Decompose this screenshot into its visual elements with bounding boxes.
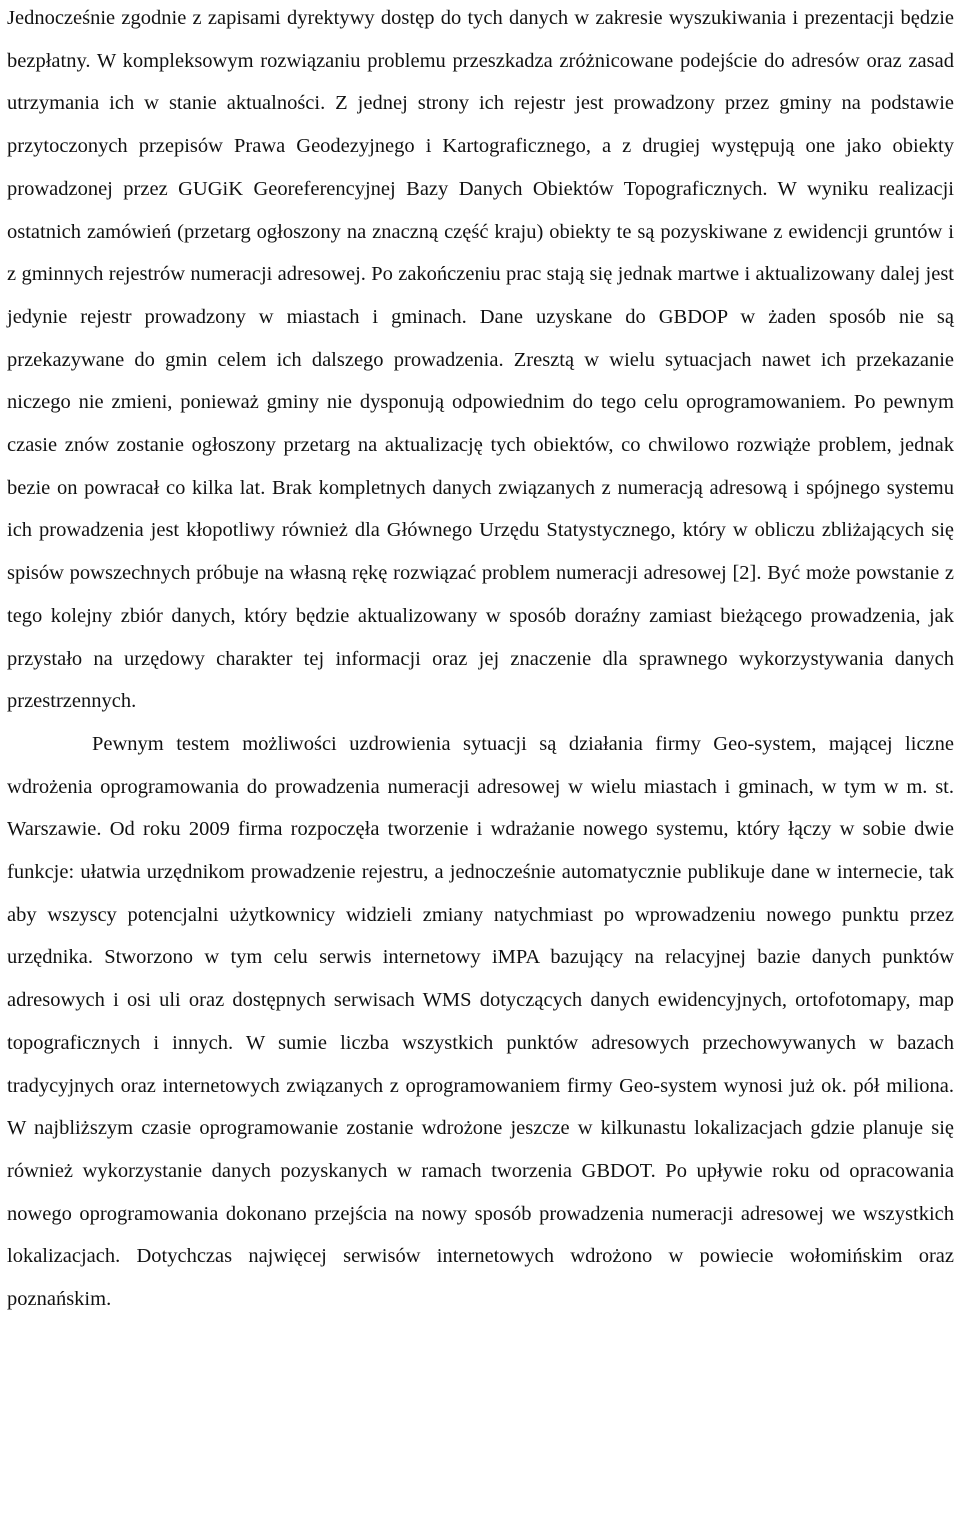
body-paragraph: Jednocześnie zgodnie z zapisami dyrektywy dostęp do tych danych w zakresie wyszukiwania i prezentacji będzie bezpłatny. W kompleksowym rozwiązaniu problemu przeszkadza zróżnicowane podejście do adresów oraz zasad utrzymania ich w stanie aktualności. Z jednej strony ich rejestr jest prowadzony przez gminy na podstawie przytoczonych przepisów Prawa Geodezyjnego i Kartograficznego, a z drugiej występują one jako obiekty prowadzonej przez GUGiK Georeferencyjnej Bazy Danych Obiektów Topograficznych. W wyniku realizacji ostatnich zamówień (przetarg ogłoszony na znaczną część kraju) obiekty te są pozyskiwane z ewidencji gruntów i z gminnych rejestrów numeracji adresowej. Po zakończeniu prac stają się jednak martwe i aktualizowany dalej jest jedynie rejestr prowadzony w miastach i gminach. Dane uzyskane do GBDOP w żaden sposób nie są przekazywane do gmin celem ich dalszego prowadzenia. Zresztą w wielu sytuacjach nawet ich przekazanie niczego nie zmieni, ponieważ gminy nie dysponują odpowiednim do tego celu oprogramowaniem. Po pewnym czasie znów zostanie ogłoszony przetarg na aktualizację tych obiektów, co chwilowo rozwiąże problem, jednak bezie on powracał co kilka lat. Brak kompletnych danych związanych z numeracją adresową i spójnego systemu ich prowadzenia jest kłopotliwy również dla Głównego Urzędu Statystycznego, który w obliczu zbliżających się spisów powszechnych próbuje na własną rękę rozwiązać problem numeracji adresowej [2]. Być może powstanie z tego kolejny zbiór danych, który będzie aktualizowany w sposób doraźny zamiast bieżącego prowadzenia, jak przystało na urzędowy charakter tej informacji oraz jej znaczenie dla sprawnego wykorzystywania danych przestrzennych. [7,7,954,713]
document-page [7,0,954,1321]
body-paragraph: Pewnym testem możliwości uzdrowienia sytuacji są działania firmy Geo-system, mającej liczne wdrożenia oprogramowania do prowadzenia numeracji adresowej w wielu miastach i gminach, w tym w m. st. Warszawie. Od roku 2009 firma rozpoczęła tworzenie i wdrażanie nowego systemu, który łączy w sobie dwie funkcje: ułatwia urzędnikom prowadzenie rejestru, a jednocześnie automatycznie publikuje dane w internecie, tak aby wszyscy potencjalni użytkownicy widzieli zmiany natychmiast po wprowadzeniu nowego punktu przez urzędnika. Stworzono w tym celu serwis internetowy iMPA bazujący na relacyjnej bazie danych punktów adresowych i osi uli oraz dostępnych serwisach WMS dotyczących danych ewidencyjnych, ortofotomapy, map topograficznych i innych. W sumie liczba wszystkich punktów adresowych przechowywanych w bazach tradycyjnych oraz internetowych związanych z oprogramowaniem firmy Geo-system wynosi już ok. pół miliona. W najbliższym czasie oprogramowanie zostanie wdrożone jeszcze w kilkunastu lokalizacjach gdzie planuje się również wykorzystanie danych pozyskanych w ramach tworzenia GBDOT. Po upływie roku od opracowania nowego oprogramowania dokonano przejścia na nowy sposób prowadzenia numeracji adresowej we wszystkich lokalizacjach. Dotychczas najwięcej serwisów internetowych wdrożono w powiecie wołomińskim oraz poznańskim. [7,732,954,1311]
